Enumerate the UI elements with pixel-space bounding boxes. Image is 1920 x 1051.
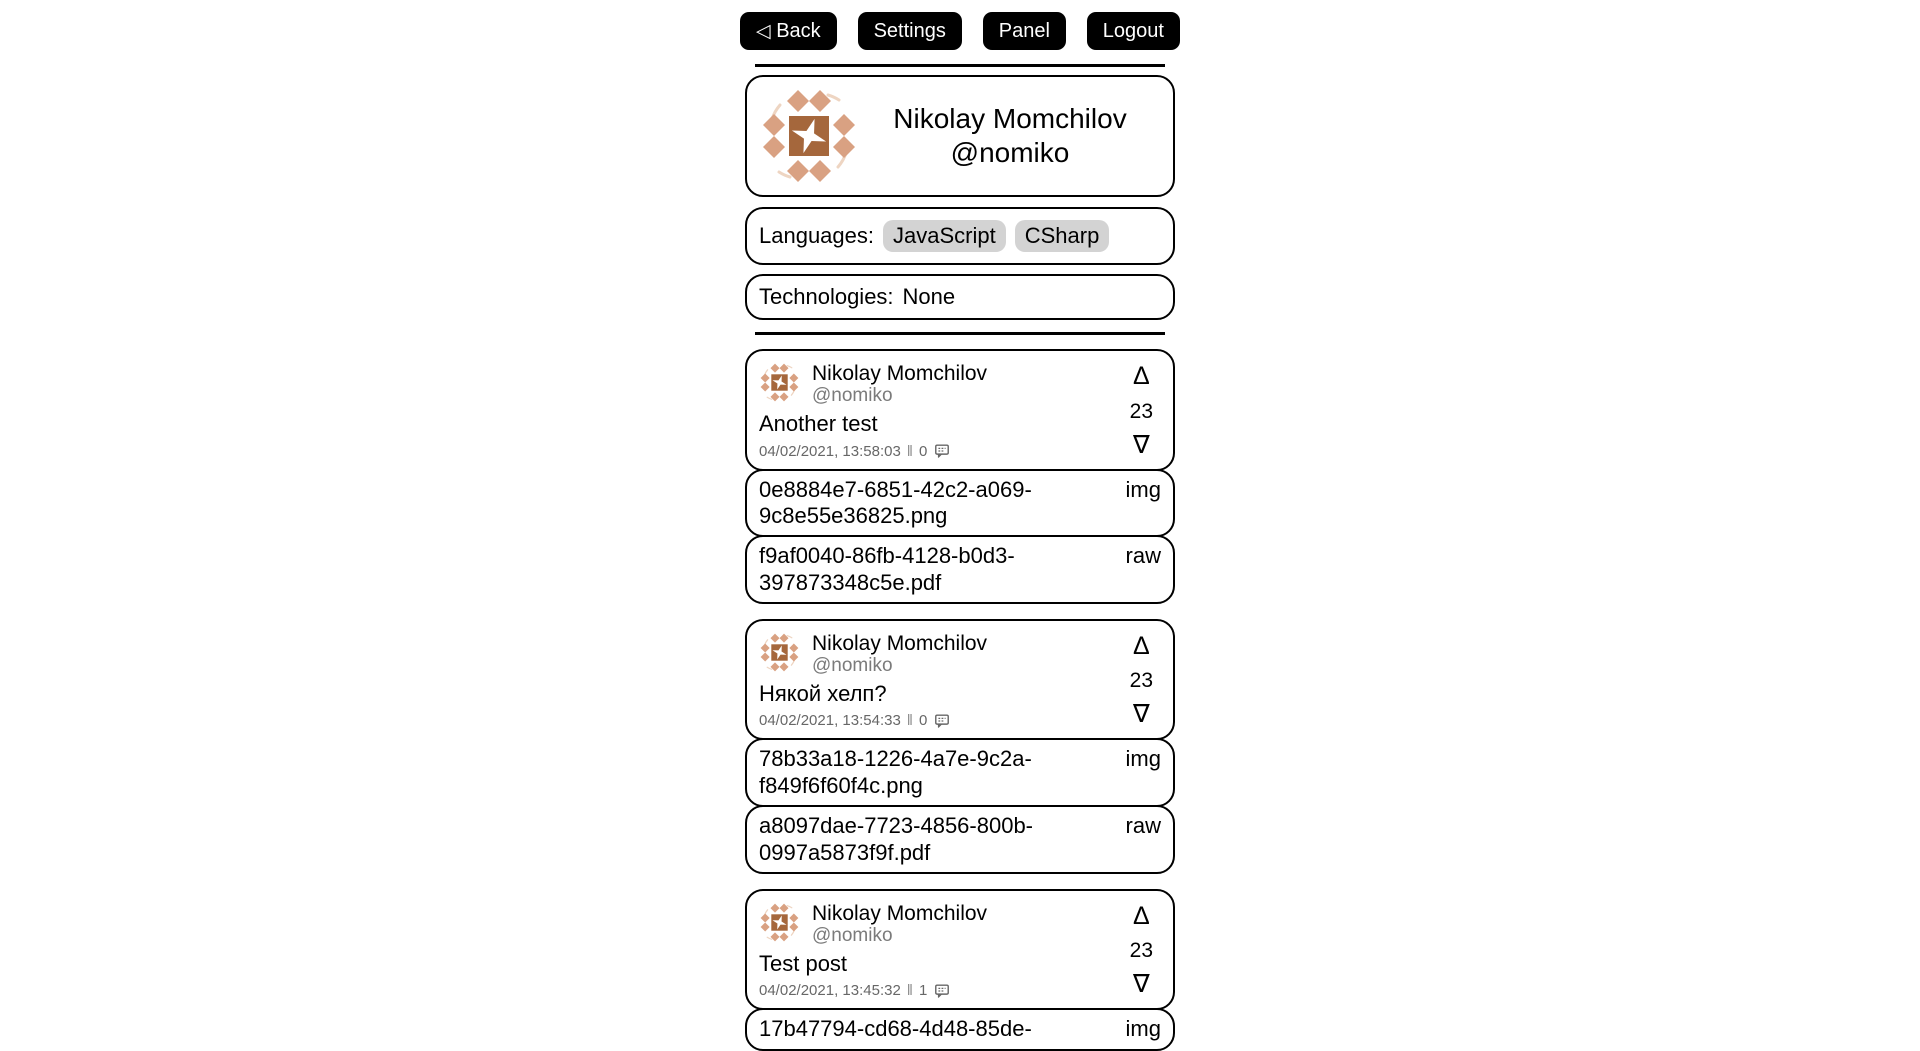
post-timestamp: 04/02/2021, 13:58:03 bbox=[759, 442, 901, 460]
meta-divider: ‖ bbox=[906, 442, 913, 460]
attachment-filename: 17b47794-cd68-4d48-85de- bbox=[759, 1016, 1032, 1042]
attachment-type: img bbox=[1125, 1016, 1161, 1042]
posts-divider bbox=[755, 332, 1165, 335]
vote-column bbox=[1130, 632, 1161, 729]
technologies-label: Technologies: bbox=[759, 284, 894, 310]
post-card[interactable] bbox=[745, 619, 1175, 740]
post-meta bbox=[759, 443, 1122, 460]
profile-handle: @nomiko bbox=[950, 137, 1070, 168]
post-card[interactable] bbox=[745, 349, 1175, 470]
comment-icon bbox=[934, 713, 950, 729]
vote-column bbox=[1130, 902, 1161, 999]
panel-button-label: Panel bbox=[998, 19, 1050, 42]
upvote-button[interactable]: Δ bbox=[1132, 632, 1150, 661]
post-group bbox=[740, 889, 1180, 1051]
comment-count: 1 bbox=[919, 982, 928, 1000]
upvote-button[interactable]: Δ bbox=[1132, 362, 1150, 391]
post-card[interactable] bbox=[745, 889, 1175, 1010]
language-badge: CSharp bbox=[1015, 220, 1110, 252]
attachment-type: raw bbox=[1125, 543, 1161, 569]
post-meta bbox=[759, 712, 1122, 729]
language-badge: JavaScript bbox=[883, 220, 1006, 252]
back-button-label: Back bbox=[776, 19, 821, 42]
vote-column bbox=[1130, 362, 1161, 459]
post-author-avatar bbox=[759, 902, 800, 943]
post-author-name: Nikolay Momchilov bbox=[812, 901, 988, 925]
post-meta bbox=[759, 982, 1122, 999]
vote-count: 23 bbox=[1129, 669, 1153, 693]
page-content bbox=[740, 0, 1180, 1051]
technologies-card bbox=[745, 274, 1175, 320]
meta-divider: ‖ bbox=[906, 982, 913, 1000]
profile-card bbox=[745, 75, 1175, 197]
panel-button[interactable] bbox=[983, 12, 1066, 50]
comment-count: 0 bbox=[919, 442, 928, 460]
post-group bbox=[740, 619, 1180, 874]
attachment-row[interactable] bbox=[745, 738, 1175, 807]
logout-button-label: Logout bbox=[1102, 19, 1164, 42]
logout-button[interactable] bbox=[1087, 12, 1180, 50]
meta-divider: ‖ bbox=[906, 712, 913, 730]
post-group bbox=[740, 349, 1180, 604]
profile-avatar bbox=[759, 86, 859, 186]
back-icon: ◁ bbox=[756, 20, 771, 42]
top-nav bbox=[740, 12, 1180, 50]
comment-icon bbox=[934, 983, 950, 999]
post-author-handle: @nomiko bbox=[812, 925, 893, 947]
attachment-row[interactable] bbox=[745, 469, 1175, 538]
post-title: Някой хелп? bbox=[759, 681, 887, 707]
downvote-button[interactable]: ∇ bbox=[1132, 430, 1150, 459]
attachment-row[interactable] bbox=[745, 805, 1175, 874]
vote-count: 23 bbox=[1129, 939, 1153, 963]
comment-count: 0 bbox=[919, 712, 928, 730]
attachment-row[interactable] bbox=[745, 1008, 1175, 1050]
downvote-button[interactable]: ∇ bbox=[1132, 700, 1150, 729]
languages-card bbox=[745, 207, 1175, 265]
post-author-name: Nikolay Momchilov bbox=[812, 362, 988, 386]
settings-button-label: Settings bbox=[873, 19, 946, 42]
post-author-handle: @nomiko bbox=[812, 655, 893, 677]
attachment-filename: 78b33a18-1226-4a7e-9c2a-f849f6f60f4c.png bbox=[759, 746, 1032, 798]
post-author-handle: @nomiko bbox=[812, 385, 893, 407]
attachment-type: img bbox=[1125, 476, 1161, 502]
post-author-name: Nikolay Momchilov bbox=[812, 632, 988, 656]
comment-icon bbox=[934, 443, 950, 459]
settings-button[interactable] bbox=[858, 12, 962, 50]
post-author-avatar bbox=[759, 362, 800, 403]
post-timestamp: 04/02/2021, 13:54:33 bbox=[759, 712, 901, 730]
attachment-filename: f9af0040-86fb-4128-b0d3-397873348c5e.pdf bbox=[759, 543, 1015, 595]
attachment-type: raw bbox=[1125, 813, 1161, 839]
attachment-filename: a8097dae-7723-4856-800b-0997a5873f9f.pdf bbox=[759, 813, 1034, 865]
profile-name: Nikolay Momchilov bbox=[893, 102, 1127, 134]
post-author-avatar bbox=[759, 632, 800, 673]
back-button[interactable] bbox=[740, 12, 837, 50]
downvote-button[interactable]: ∇ bbox=[1132, 970, 1150, 999]
post-title: Test post bbox=[759, 950, 848, 976]
post-title: Another test bbox=[759, 411, 878, 437]
technologies-value: None bbox=[902, 284, 956, 310]
top-divider bbox=[755, 64, 1165, 67]
upvote-button[interactable]: Δ bbox=[1132, 901, 1150, 930]
languages-label: Languages: bbox=[759, 223, 874, 249]
vote-count: 23 bbox=[1129, 399, 1153, 423]
post-timestamp: 04/02/2021, 13:45:32 bbox=[759, 982, 901, 1000]
attachment-row[interactable] bbox=[745, 535, 1175, 604]
attachment-type: img bbox=[1125, 746, 1161, 772]
attachment-filename: 0e8884e7-6851-42c2-a069-9c8e55e36825.png bbox=[759, 476, 1032, 529]
